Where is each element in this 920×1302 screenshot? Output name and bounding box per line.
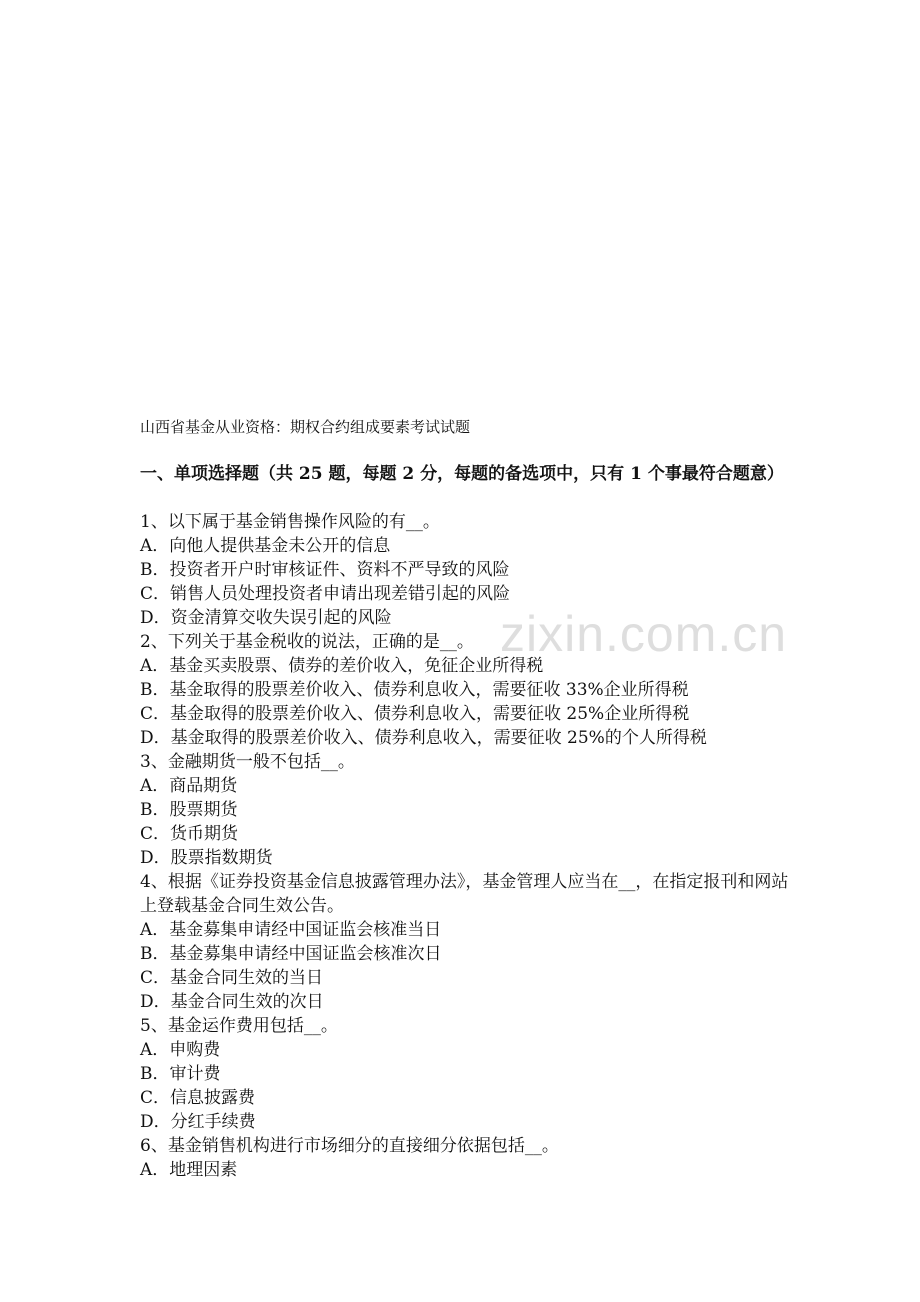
answer-option: A．基金募集申请经中国证监会核准当日 (140, 920, 442, 940)
question-item (140, 510, 800, 630)
watermark: zixin.com.cn (500, 606, 788, 662)
document-title: 山西省基金从业资格：期权合约组成要素考试试题 (140, 418, 471, 436)
question-stem: 5、基金运作费用包括__。 (140, 1016, 338, 1036)
answer-option: C．信息披露费 (140, 1088, 256, 1108)
answer-option: B．股票期货 (140, 800, 238, 820)
answer-option: B．基金募集申请经中国证监会核准次日 (140, 944, 442, 964)
answer-option: D．资金清算交收失误引起的风险 (140, 608, 392, 628)
answer-option: B．投资者开户时审核证件、资料不严导致的风险 (140, 560, 510, 580)
question-item (140, 750, 800, 870)
question-item (140, 1014, 800, 1134)
section-heading: 一、单项选择题（共 25 题，每题 2 分，每题的备选项中，只有 1 个事最符合题意） (140, 464, 784, 484)
answer-option: C．销售人员处理投资者申请出现差错引起的风险 (140, 584, 511, 604)
question-item (140, 630, 800, 750)
answer-option: B．基金取得的股票差价收入、债券利息收入，需要征收 33%企业所得税 (140, 680, 689, 700)
answer-option: D．股票指数期货 (140, 848, 273, 868)
answer-option: D．基金合同生效的次日 (140, 992, 324, 1012)
question-item (140, 1134, 800, 1182)
answer-option: D．分红手续费 (140, 1112, 256, 1132)
question-stem: 2、下列关于基金税收的说法，正确的是__。 (140, 632, 474, 652)
answer-option: A．地理因素 (140, 1160, 238, 1180)
question-list (140, 510, 800, 1182)
answer-option: C．货币期货 (140, 824, 239, 844)
question-stem: 4、根据《证券投资基金信息披露管理办法》，基金管理人应当在__，在指定报刊和网站上登载基金合同生效公告。 (140, 872, 789, 916)
question-item (140, 870, 800, 1014)
answer-option: A．商品期货 (140, 776, 238, 796)
question-stem: 6、基金销售机构进行市场细分的直接细分依据包括__。 (140, 1136, 559, 1156)
answer-option: A．向他人提供基金未公开的信息 (140, 536, 391, 556)
answer-option: B．审计费 (140, 1064, 221, 1084)
answer-option: C．基金取得的股票差价收入、债券利息收入，需要征收 25%企业所得税 (140, 704, 690, 724)
answer-option: A．基金买卖股票、债券的差价收入，免征企业所得税 (140, 656, 544, 676)
answer-option: C．基金合同生效的当日 (140, 968, 324, 988)
question-stem: 3、金融期货一般不包括__。 (140, 752, 355, 772)
answer-option: A．申购费 (140, 1040, 221, 1060)
answer-option: D．基金取得的股票差价收入、债券利息收入，需要征收 25%的个人所得税 (140, 728, 707, 748)
question-stem: 1、以下属于基金销售操作风险的有__。 (140, 512, 440, 532)
